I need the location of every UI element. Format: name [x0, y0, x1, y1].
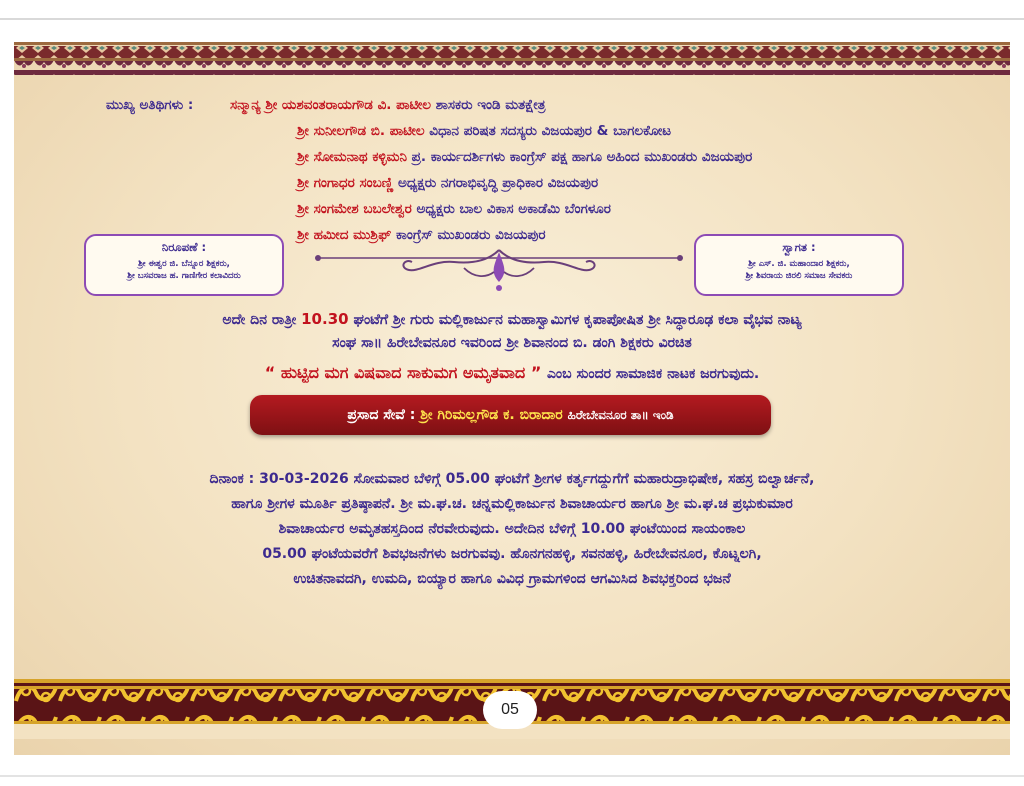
- guest-name: ಶ್ರೀ ಸೋಮನಾಥ ಕಳ್ಳಿಮನಿ: [297, 149, 407, 165]
- prasada-label: ಪ್ರಸಾದ ಸೇವೆ :: [347, 407, 416, 423]
- guest-role: ಅಧ್ಯಕ್ಷರು ಬಾಲ ವಿಕಾಸ ಅಕಾಡೆಮಿ ಬೆಂಗಳೂರ: [416, 201, 611, 217]
- drama-title-line: [14, 363, 1010, 383]
- guest-name: ಶ್ರೀ ಹಮೀದ ಮುಶ್ರಿಫ್: [297, 227, 392, 243]
- prasada-place: ಹಿರೇಬೇವನೂರ ತಾ॥ ಇಂಡಿ: [567, 408, 674, 422]
- swagata-title: ಸ್ವಾಗತ :: [782, 240, 816, 254]
- guest-name: ಶ್ರೀ ಗಂಗಾಧರ ಸಂಬಣ್ಣಿ: [297, 175, 394, 191]
- drama-title-suffix: ಎಂಬ ಸುಂದರ ಸಾಮಾಜಿಕ ನಾಟಕ ಜರಗುವುದು.: [546, 366, 760, 382]
- guest-name: ಸನ್ಮಾನ್ಯ ಶ್ರೀ ಯಶವಂತರಾಯಗೌಡ ವಿ. ಪಾಟೀಲ: [230, 97, 431, 113]
- guest-name: ಶ್ರೀ ಸಂಗಮೇಶ ಬಬಲೇಶ್ವರ: [297, 201, 412, 217]
- niroopane-line-2: ಶ್ರೀ ಬಸವರಾಜ ಹ. ಗಾಣಿಗೇರ ಕಲಾವಿದರು: [127, 271, 241, 281]
- niroopane-line-1: ಶ್ರೀ ಈಶ್ವರ ಜಿ. ಬೆನ್ನೂರ ಶಿಕ್ಷಕರು,: [138, 259, 230, 269]
- page-number: 05: [483, 691, 537, 729]
- guest-line-2: [297, 123, 671, 139]
- drama-line-2: ಸಂಘ ಸಾ॥ ಹಿರೇಬೇವನೂರ ಇವರಿಂದ ಶ್ರೀ ಶಿವಾನಂದ ಬಿ. ಡಂಗಿ ಶಿಕ್ಷಕರು ವಿರಚಿತ: [332, 335, 692, 351]
- guest-name: ಶ್ರೀ ಸುನೀಲಗೌಡ ಬಿ. ಪಾಟೀಲ: [297, 123, 425, 139]
- guest-line-3: [297, 149, 752, 165]
- guest-line-5: [297, 201, 611, 217]
- swagata-line-2: ಶ್ರೀ ಶಿವರಾಯ ಜಿರಲಿ ಸಮಾಜ ಸೇವಕರು: [745, 271, 853, 281]
- guest-role: ವಿಧಾನ ಪರಿಷತ ಸದಸ್ಯರು ವಿಜಯಪುರ & ಬಾಗಲಕೋಟ: [429, 123, 672, 139]
- drama-time: 10.30: [301, 310, 349, 328]
- swagata-line-1: ಶ್ರೀ ಎಸ್. ಜಿ. ಮಹಾಂದಾರ ಶಿಕ್ಷಕರು,: [748, 259, 850, 269]
- prasada-seve-banner: [250, 395, 771, 435]
- drama-line-1: [14, 310, 1010, 328]
- invitation-page: [14, 42, 1010, 755]
- swagata-box: [694, 234, 904, 296]
- top-divider: [0, 18, 1024, 20]
- drama-line-1b: ಘಂಟೆಗೆ ಶ್ರೀ ಗುರು ಮಲ್ಲಿಕಾರ್ಜುನ ಮಹಾಸ್ವಾಮಿಗಳ ಕೃಪಾಪೋಷಿತ ಶ್ರೀ ಸಿದ್ಧಾರೂಢ ಕಲಾ ವೈಭವ ನಾಟ್ಯ: [353, 312, 802, 328]
- details-line-4: 05.00 ಘಂಟೆಯವರೆಗೆ ಶಿವಭಜನೆಗಳು ಜರಗುವವು. ಹೊನಗನಹಳ್ಳಿ, ಸವನಹಳ್ಳಿ, ಹಿರೇಬೇವನೂರ, ಕೊಟ್ನಲಗಿ,: [262, 546, 762, 562]
- details-line-3: ಶಿವಾಚಾರ್ಯರ ಅಮೃತಹಸ್ತದಿಂದ ನೆರವೇರುವುದು. ಅದೇದಿನ ಬೆಳಿಗ್ಗೆ 10.00 ಘಂಟೆಯಿಂದ ಸಾಯಂಕಾಲ: [278, 521, 746, 537]
- drama-line-1a: ಅದೇ ದಿನ ರಾತ್ರೀ: [222, 312, 297, 328]
- guest-role: ಕಾಂಗ್ರೆಸ್ ಮುಖಂಡರು ವಿಜಯಪುರ: [396, 227, 546, 243]
- details-line-2: ಹಾಗೂ ಶ್ರೀಗಳ ಮೂರ್ತಿ ಪ್ರತಿಷ್ಠಾಪನೆ. ಶ್ರೀ ಮ.ಘ.ಚ. ಚನ್ನಮಲ್ಲಿಕಾರ್ಜುನ ಶಿವಾಚಾರ್ಯರ ಹಾಗೂ ಶ್ರೀ ಮ.ಘ.ಚ ಪ್ರಭುಕುಮಾರ: [231, 496, 793, 512]
- niroopane-box: [84, 234, 284, 296]
- center-flourish-ornament: [314, 242, 684, 294]
- guest-line-4: [297, 175, 598, 191]
- bottom-divider: [0, 775, 1024, 777]
- top-ornamental-border: [14, 42, 1010, 84]
- guest-role: ಅಧ್ಯಕ್ಷರು ನಗರಾಭಿವೃದ್ಧಿ ಪ್ರಾಧಿಕಾರ ವಿಜಯಪುರ: [397, 175, 599, 191]
- guest-line-6: [297, 227, 546, 243]
- guest-line-1: [230, 97, 546, 113]
- chief-guests-label: ಮುಖ್ಯ ಅತಿಥಿಗಳು :: [106, 97, 194, 113]
- prasada-name: ಶ್ರೀ ಗಿರಿಮಲ್ಲಗೌಡ ಕ. ಬಿರಾದಾರ: [420, 407, 563, 423]
- niroopane-title: ನಿರೂಪಣೆ :: [161, 240, 207, 254]
- drama-title: “ ಹುಟ್ಟಿದ ಮಗ ವಿಷವಾದ ಸಾಕುಮಗ ಅಮೃತವಾದ ”: [264, 363, 542, 382]
- guest-role: ಶಾಸಕರು ಇಂಡಿ ಮತಕ್ಷೇತ್ರ: [435, 97, 546, 113]
- program-details: [14, 467, 1010, 592]
- details-line-5: ಉಚಿತನಾವದಗಿ, ಉಮದಿ, ಬಿಯ್ಯಾರ ಹಾಗೂ ವಿವಿಧ ಗ್ರಾಮಗಳಿಂದ ಆಗಮಿಸಿದ ಶಿವಭಕ್ತರಿಂದ ಭಜನೆ: [293, 571, 731, 587]
- guest-role: ಪ್ರ. ಕಾರ್ಯದರ್ಶಿಗಳು ಕಾಂಗ್ರೆಸ್ ಪಕ್ಷ ಹಾಗೂ ಅಹಿಂದ ಮುಖಂಡರು ವಿಜಯಪುರ: [411, 149, 753, 165]
- details-line-1: ದಿನಾಂಕ : 30-03-2026 ಸೋಮವಾರ ಬೆಳಿಗ್ಗೆ 05.00 ಘಂಟೆಗೆ ಶ್ರೀಗಳ ಕರ್ತೃಗದ್ದುಗೆಗೆ ಮಹಾರುದ್ರಾಭಿಷೇಕ, ಸಹಸ್ರ ಬಿಲ್ವಾರ್ಚನೆ,: [209, 471, 815, 487]
